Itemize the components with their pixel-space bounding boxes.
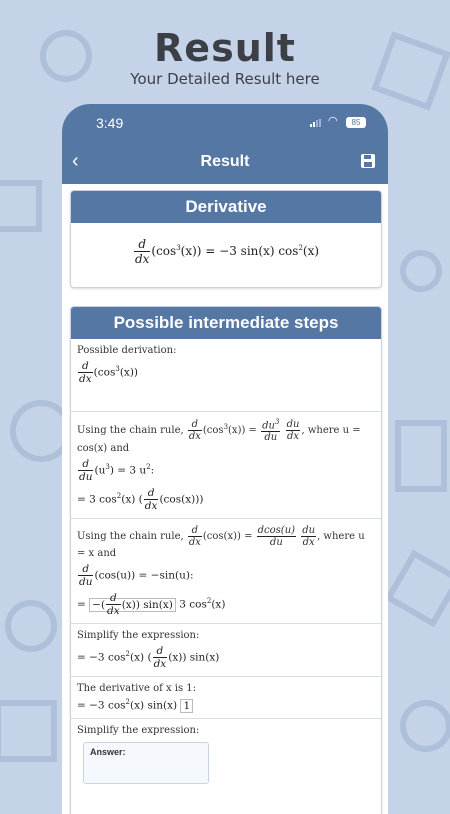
- answer-label: Answer:: [90, 746, 126, 757]
- step-math: $\frac{d}{du}$ $(u^3) = 3$ $u^2$:: [79, 458, 155, 484]
- step-item: [71, 677, 381, 719]
- answer-box: [83, 742, 209, 784]
- step-math: $\frac{d}{dx}$ $(\cos^3(x))$: [79, 360, 139, 385]
- step-math: = −3 $\cos^2(x)$ sin(x) 1: [77, 698, 375, 712]
- step-math: = 3 $\cos^2(x)$ ( $\frac{d}{dx}$ (cos(x))): [77, 487, 204, 513]
- status-bar: [62, 104, 388, 140]
- battery-icon: 85: [346, 117, 366, 128]
- step-item: [71, 339, 381, 412]
- steps-heading: Possible intermediate steps: [71, 307, 381, 339]
- derivative-heading: Derivative: [71, 191, 381, 223]
- signal-icon: [310, 119, 322, 127]
- derivative-result: $\frac{d}{dx}$ $(\cos^3(x)) = -3$ sin(x) $\cos^2(x)$: [134, 237, 320, 266]
- step-text: Using the chain rule, $\frac{d}{dx}$ $(\cos^3(x))$ = $\frac{du^3}{du}$ $\frac{du}{dx}$ , where u = cos(x) and: [77, 418, 361, 455]
- step-math: = −3 $\cos^2(x)$ ( $\frac{d}{dx}$ (x)) sin(x): [77, 645, 220, 671]
- step-item: [71, 412, 381, 519]
- step-math: $\frac{d}{du}$ (cos(u)) = −sin(u):: [79, 563, 194, 589]
- step-text: Simplify the expression:: [77, 630, 200, 642]
- step-text: Using the chain rule, $\frac{d}{dx}$ (cos(x)) = $\frac{dcos(u)}{du}$ $\frac{du}{dx}$ , where u = x and: [77, 525, 365, 560]
- page-subtitle: Your Detailed Result here: [130, 70, 320, 88]
- back-icon[interactable]: ‹: [72, 150, 79, 172]
- page-title: Result: [154, 26, 296, 70]
- step-text: Possible derivation:: [77, 345, 177, 356]
- step-item: [71, 624, 381, 677]
- step-item: [71, 719, 381, 790]
- app-bar-title: Result: [200, 153, 250, 170]
- app-bar: [62, 140, 388, 184]
- step-text: Simplify the expression:: [77, 724, 200, 736]
- status-time: 3:49: [96, 115, 124, 131]
- save-icon[interactable]: [360, 153, 376, 169]
- result-content: [62, 184, 388, 814]
- derivative-card: [70, 190, 382, 288]
- steps-card: [70, 306, 382, 814]
- step-math: = −( $\frac{d}{dx}$ (x)) sin(x) 3 $\cos^2(x)$: [77, 592, 226, 618]
- wifi-icon: ◠: [328, 115, 338, 127]
- step-item: [71, 519, 381, 624]
- phone-frame: [62, 104, 388, 814]
- step-text: The derivative of x is 1:: [77, 683, 197, 695]
